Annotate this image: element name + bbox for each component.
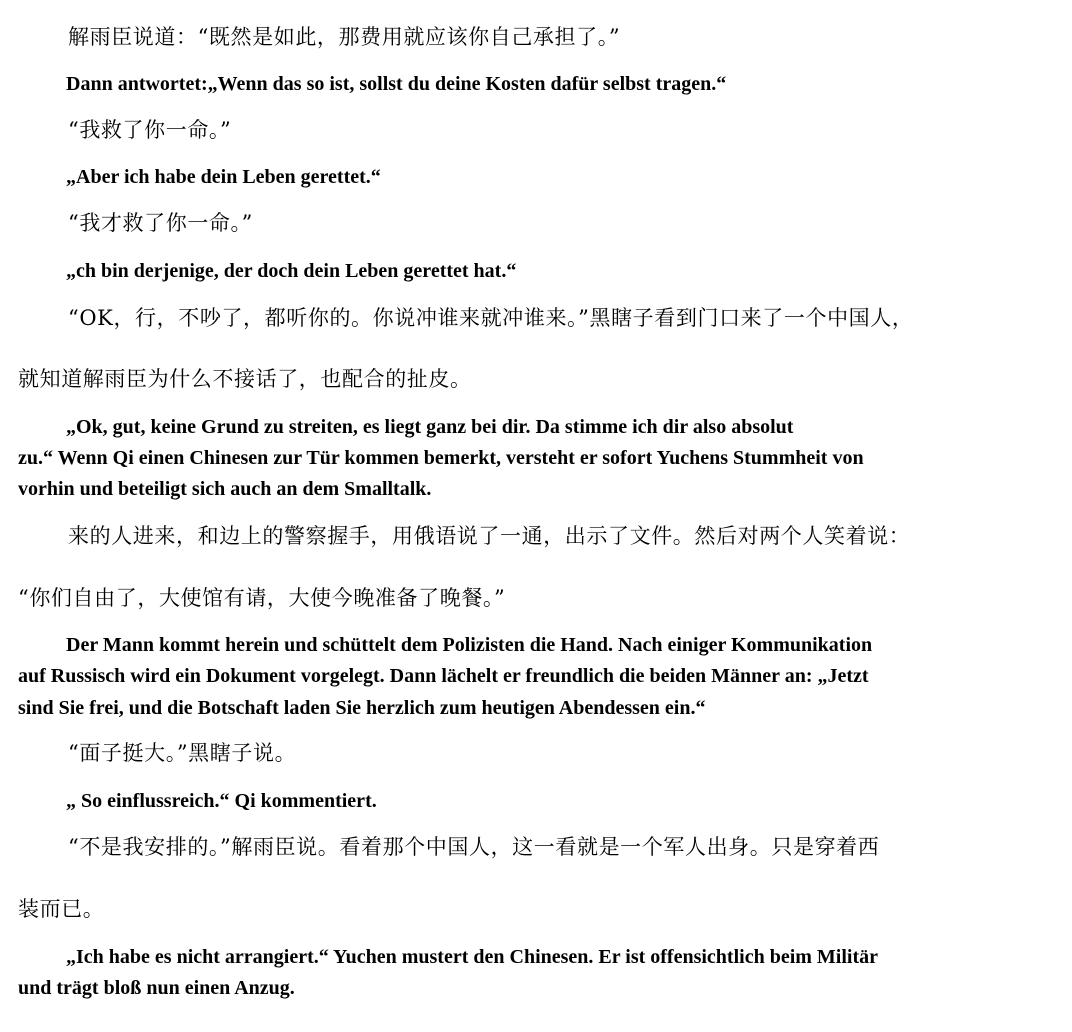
chinese-paragraph: 来的人进来，和边上的警察握手，用俄语说了一通，出示了文件。然后对两个人笑着说：	[68, 524, 911, 548]
german-paragraph: „Ich habe es nicht arrangiert.“ Yuchen mustert den Chinesen. Er ist offensichtlich beim Militär	[66, 946, 879, 968]
chinese-paragraph-continuation: 就知道解雨臣为什么不接话了，也配合的扯皮。	[18, 367, 472, 391]
german-paragraph: „ch bin derjenige, der doch dein Leben gerettet hat.“	[66, 260, 517, 282]
german-paragraph: Dann antwortet:„Wenn das so ist, sollst du deine Kosten dafür selbst tragen.“	[66, 73, 727, 95]
german-paragraph-line: und trägt bloß nun einen Anzug.	[18, 977, 295, 999]
chinese-paragraph: “不是我安排的。”解雨臣说。看着那个中国人，这一看就是一个军人出身。只是穿着西	[68, 835, 880, 859]
chinese-paragraph: 解雨臣说道：“既然是如此，那费用就应该你自己承担了。”	[68, 25, 621, 49]
chinese-paragraph: “我才救了你一命。”	[68, 211, 253, 235]
german-paragraph: „Ok, gut, keine Grund zu streiten, es liegt ganz bei dir. Da stimme ich dir also absolut	[66, 416, 794, 438]
german-paragraph-line: vorhin und beteiligt sich auch an dem Smalltalk.	[18, 478, 432, 500]
german-paragraph-line: zu.“ Wenn Qi einen Chinesen zur Tür kommen bemerkt, versteht er sofort Yuchens Stummheit von	[18, 447, 864, 469]
german-paragraph: Der Mann kommt herein und schüttelt dem Polizisten die Hand. Nach einiger Kommunikation	[66, 634, 873, 656]
chinese-paragraph: “我救了你一命。”	[68, 118, 232, 142]
german-paragraph: „ So einflussreich.“ Qi kommentiert.	[66, 790, 377, 812]
german-paragraph-line: sind Sie frei, und die Botschaft laden Sie herzlich zum heutigen Abendessen ein.“	[18, 697, 706, 719]
chinese-paragraph: “面子挺大。”黑瞎子说。	[68, 741, 297, 765]
german-paragraph-line: auf Russisch wird ein Dokument vorgelegt. Dann lächelt er freundlich die beiden Männer an: „Jetzt	[18, 665, 869, 687]
chinese-paragraph: “OK，行，不吵了，都听你的。你说冲谁来就冲谁来。”黑瞎子看到门口来了一个中国人，	[68, 306, 914, 330]
german-paragraph: „Aber ich habe dein Leben gerettet.“	[66, 166, 381, 188]
chinese-paragraph-continuation: 装而已。	[18, 897, 105, 921]
chinese-paragraph-continuation: “你们自由了，大使馆有请，大使今晚准备了晚餐。”	[18, 586, 506, 610]
